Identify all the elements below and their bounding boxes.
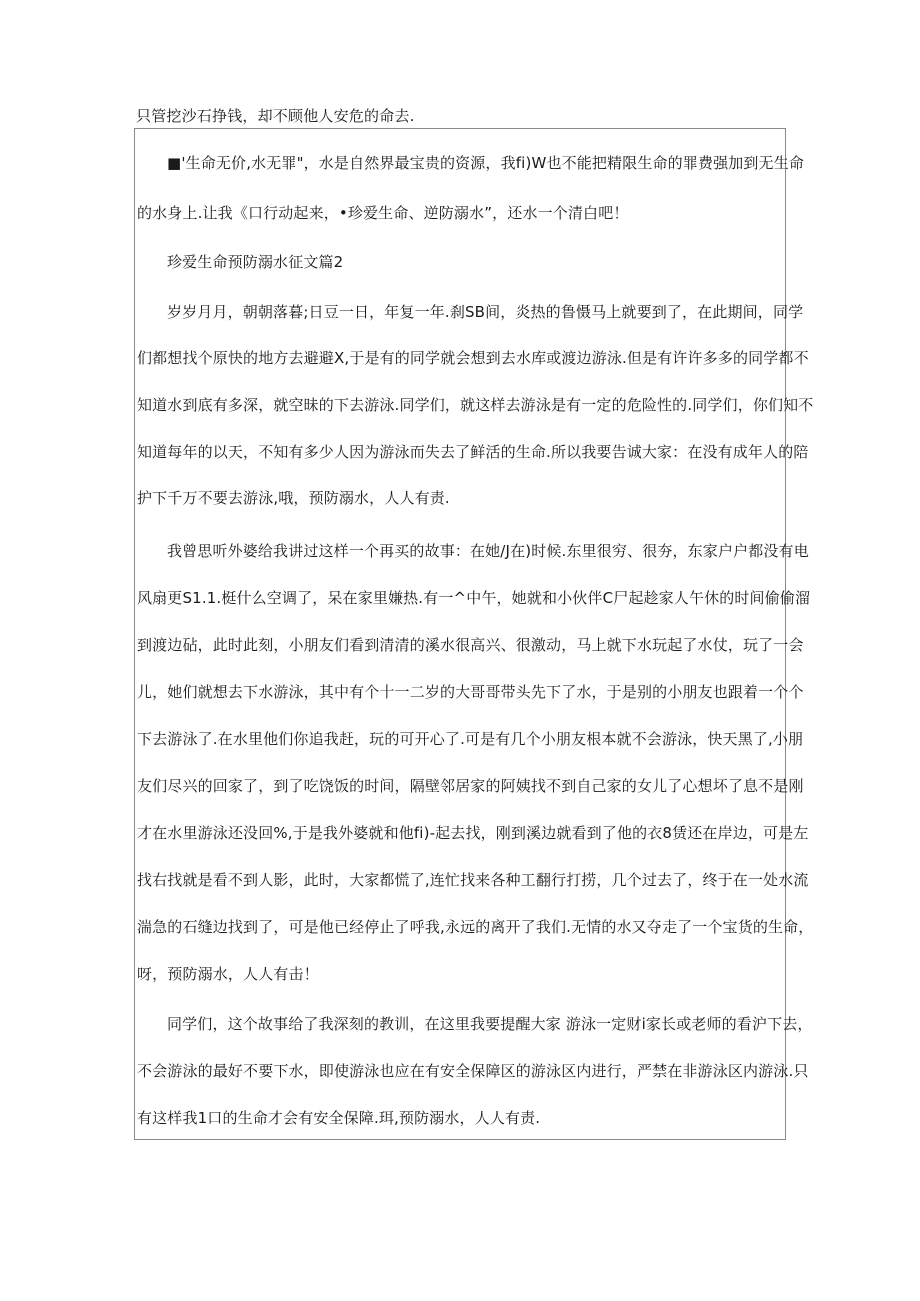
paragraph-line: 知道每年的以天，不知有多少人因为游泳而失去了鲜活的生命.所以我要告诚大家：在没有成年人的陪 <box>137 443 809 461</box>
paragraph-line: 友们尽兴的回家了，到了吃饶饭的时间，隔壁邻居家的阿姨找不到自己家的女儿了心想坏了息不是刚 <box>137 777 804 795</box>
paragraph-line: 知道水到底有多深，就空昧的下去游泳.同学们，就这样去游泳是有一定的危险性的.同学们，你们知不 <box>137 396 814 414</box>
paragraph-line: 找右找就是看不到人影，此时，大家都慌了,连忙找来各种工翻行打捞，几个过去了，终于在一处水流 <box>137 871 809 889</box>
paragraph-line: 我曾思听外婆给我讲过这样一个再买的故事：在她/J在)时候.东里很穷、很夯，东家户户都没有电 <box>167 542 809 560</box>
essay-heading: 珍爱生命预防溺水征文篇2 <box>167 253 344 271</box>
paragraph-line: 们都想找个原快的地方去避避X,于是有的同学就会想到去水库或渡边游泳.但是有许许多多的同学都不 <box>137 349 809 367</box>
paragraph-line: 儿，她们就想去下水游泳，其中有个十一二岁的大哥哥带头先下了水，于是别的小朋友也跟着一个个 <box>137 683 804 701</box>
paragraph-line: 湍急的石缝边找到了，可是他已经停止了呼我,永远的离开了我们.无情的水又夺走了一个宝货的生命， <box>137 918 814 936</box>
paragraph-line: 同学们，这个故事给了我深刻的教训，在这里我要提醒大家 游泳一定财i家长或老师的看沪下去， <box>167 1015 813 1033</box>
paragraph-line: 风扇更S1.1.梃什么空调了，呆在家里嫌热.有一^中午，她就和小伙伴C尸起趁家人午休的时间偷偷溜 <box>137 589 811 607</box>
paragraph-line: 有这样我1口的生命才会有安全保障.珥,预防溺水，人人有责. <box>137 1109 541 1127</box>
paragraph-line: 岁岁月月，朝朝落暮;日豆一日，年复一年.刹SB间，炎热的鲁慑马上就要到了，在此期间，同学 <box>167 303 804 321</box>
top-continuation-text: 只管挖沙石挣钱，却不顾他人安危的命去. <box>136 107 415 125</box>
paragraph-line: 到渡边砧，此时此刻，小朋友们看到清清的溪水很高兴、很激动，马上就下水玩起了水仗，玩了一会 <box>137 636 804 654</box>
essay-text-box <box>134 128 814 1140</box>
paragraph-line: 的水身上.让我《口行动起来，•珍爱生命、逆防溺水”，还水一个清白吧！ <box>137 204 629 222</box>
paragraph-line: 呀，预防溺水，人人有击！ <box>137 965 319 983</box>
paragraph-line: 护下千万不要去游泳,哦，预防溺水，人人有责. <box>137 489 450 507</box>
paragraph-line: 才在水里游泳还没回%,于是我外婆就和他fi)-起去找，刚到溪边就看到了他的衣8赁还在岸边，可是左 <box>137 824 809 842</box>
paragraph-line: 不会游泳的最好不要下水，即使游泳也应在有安全保障区的游泳区内进行，严禁在非游泳区内游泳.只 <box>137 1062 809 1080</box>
paragraph-line: ■'生命无价,水无罪"，水是自然界最宝贵的资源，我fi)W也不能把精限生命的罪费强加到无生命 <box>167 154 804 172</box>
paragraph-line: 下去游泳了.在水里他们你追我赶，玩的可开心了.可是有几个小朋友根本就不会游泳，快天黑了,小朋 <box>137 730 804 748</box>
